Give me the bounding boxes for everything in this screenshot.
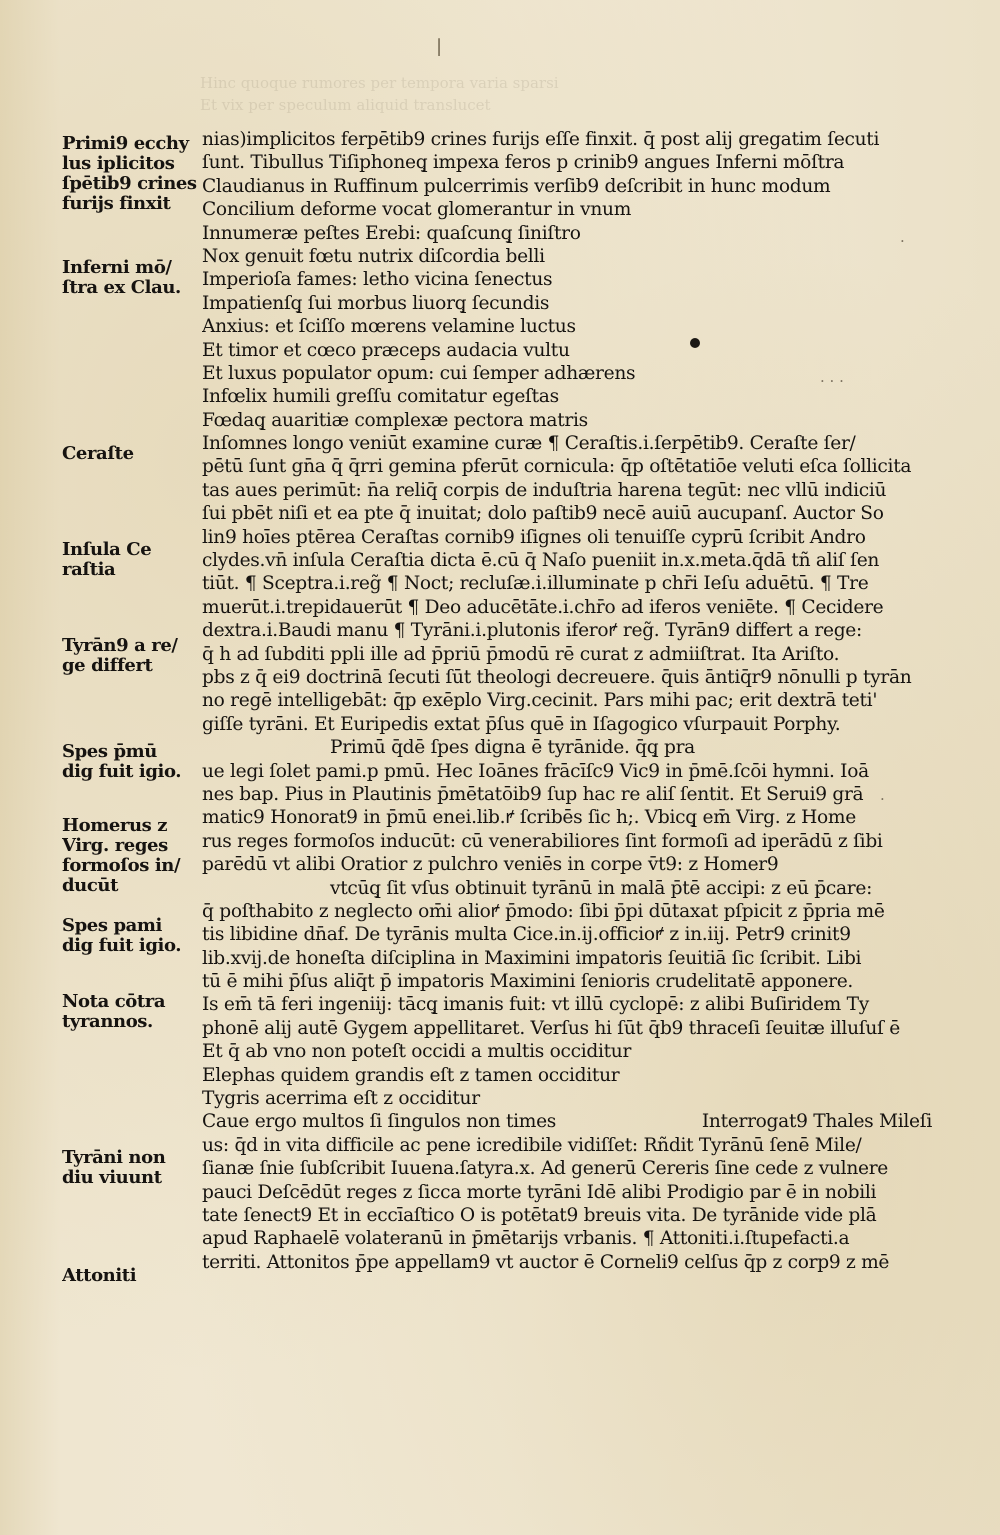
text-line: nes bap. Pius in Plautinis p̄mētatōib9 ſup hac re aliſ ſentit. Et Serui9 grā bbox=[202, 783, 864, 805]
ink-blot bbox=[690, 338, 700, 348]
text-line: apud Raphaelē volateranū in p̄mētarijs vrbanis. ¶ Attoniti.i.ſtupefacti.a bbox=[202, 1228, 850, 1250]
text-line: territi. Attonitos p̄pe appellam9 vt auctor ē Corneli9 celſus q̄p z corp9 z mē bbox=[202, 1251, 890, 1273]
text-line: no regē intelligebāt: q̄p exēplo Virg.cecinit. Pars mihi pac; erit dextrā teti' bbox=[202, 690, 878, 712]
text-line: ſunt. Tibullus Tiſiphoneq̧ impexa feros p crinib9 angues Inferni mōſtra bbox=[202, 152, 845, 174]
text-line: Inſomnes longo veniūt examine curæ ¶ Ceraſtis.i.ſerpētib9. Ceraſte ſer/ bbox=[202, 433, 856, 455]
text-line: pbs z q̄ ei9 doctrinā ſecuti ſūt theologi decreuere. q̄uis āntiq̄r9 nōnulli p tyrān bbox=[202, 666, 912, 688]
text-line: rus reges formoſos inducūt: cū venerabiliores ſint formoſi ad iperādū z ſibi bbox=[202, 830, 883, 852]
text-line: tate ſenect9 Et in eccīaſtico O is potētat9 breuis vita. De tyrānide vide plā bbox=[202, 1204, 877, 1226]
text-line: tis libidine dn̄af. De tyrānis multa Cice.in.ij.officioꝵ z in.iij. Petr9 crinit9 bbox=[202, 924, 851, 946]
verse-line: Et q̄ ab vno non poteſt occidi a multis occiditur bbox=[202, 1041, 632, 1063]
text-line: Claudianus in Ruffinum pulcerrimis verſib9 deſcribit in hunc modum bbox=[202, 175, 831, 197]
bleed-through-text: Hinc quoque rumores per tempora varia sparsi Et vix per speculum aliquid translucet bbox=[200, 74, 559, 114]
margin-note: Spes pami dig fuit igio. bbox=[62, 916, 182, 956]
text-line: matic9 Honorat9 in p̄mū enei.lib.ꝵ ſcribēs ſic h;. Vbicq̧ em̄ Virg. z Home bbox=[202, 807, 856, 829]
text-line: muerūt.i.trepidauerūt ¶ Deo aducētāte.i.chr̄o ad iferos veniēte. ¶ Cecidere bbox=[202, 596, 884, 618]
text-line: pauci Deſcēdūt reges z ſicca morte tyrāni Idē alibi Prodigio par ē in nobili bbox=[202, 1181, 877, 1203]
text-line: clydes.vn̄ inſula Ceraſtia dicta ē.cū q̄ Naſo pueniit in.x.meta.q̄dā tñ aliſ ſen bbox=[202, 550, 880, 572]
margin-note: Spes p̄mū dig fuit igio. bbox=[62, 742, 182, 782]
margin-note: Tyrān9 a re/ ge differt bbox=[62, 636, 178, 676]
verse-line: Tygris acerrima eſt z occiditur bbox=[202, 1088, 480, 1110]
verse-line: Fœdaq̧ auaritiæ complexæ pectora matris bbox=[202, 409, 588, 431]
margin-note: Tyrāni non diu viuunt bbox=[62, 1148, 166, 1188]
verse-line: Impatienſq̧ ſui morbus liuorq̧ ſecundis bbox=[202, 292, 550, 314]
text-line: Primū q̄dē ſpes digna ē tyrānide. q̄q̧ pra bbox=[330, 737, 695, 759]
text-line: q̄ h ad ſubditi ppli ille ad p̄priū p̄modū rē curat z admiiſtrat. Ita Ariſto. bbox=[202, 643, 840, 665]
text-line: ſianæ ſnie ſubſcribit Iuuena.ſatyra.x. Ad generū Cereris ſine cede z vulnere bbox=[202, 1158, 888, 1180]
verse-line: Concilium deforme vocat glomerantur in vnum bbox=[202, 199, 632, 221]
verse-line: Innumeræ peſtes Erebi: quaſcunq̧ ſiniſtro bbox=[202, 222, 581, 244]
ink-speck: · bbox=[880, 790, 885, 808]
margin-note: Inferni mō/ ſtra ex Clau. bbox=[62, 258, 181, 298]
main-text-block bbox=[202, 128, 932, 1274]
text-line: lib.xvij.de honeſta diſciplina in Maximini impatoris ſeuitiā ſic ſcribit. Libi bbox=[202, 947, 862, 969]
text-line: tas aues perimūt: n̄a reliq̄ corpis de induſtria harena tegūt: nec vllū indiciū bbox=[202, 479, 887, 501]
verse-line: Nox genuit fœtu nutrix diſcordia belli bbox=[202, 245, 545, 267]
text-line: ue legi ſolet pami.p pmū. Hec Ioānes frācīſc9 Vic9 in p̄mē.ſcōi hymni. Ioā bbox=[202, 760, 869, 782]
text-line: vtcūq̧ ſit vſus obtinuit tyrānū in malā p̄tē accipi: z eū p̄care: bbox=[330, 877, 873, 899]
verse-line: Et timor et cœco præceps audacia vultu bbox=[202, 339, 570, 361]
verse-line: Elephas quidem grandis eſt z tamen occiditur bbox=[202, 1064, 620, 1086]
text-line: parēdū vt alibi Oratior z pulchro veniēs in corpe v̄t9: z Homer9 bbox=[202, 854, 779, 876]
margin-note: Ceraſte bbox=[62, 444, 134, 464]
text-line-split bbox=[202, 1110, 932, 1133]
text-line: nias)implicitos ferpētib9 crines furijs eſſe finxit. q̄ post alij gregatim ſecuti bbox=[202, 129, 880, 150]
margin-note: Primi9 ecchy lus iplicitos ſpētib9 crines furijs finxit bbox=[62, 134, 197, 214]
text-line: phonē alij autē Gygem appellitaret. Verſus hi ſūt q̄b9 thraceſi ſeuitæ illuſuſ ē bbox=[202, 1017, 900, 1039]
text-line: dextra.i.Baudi manu ¶ Tyrāni.i.plutonis iferoꝵ reg̃. Tyrān9 differt a rege: bbox=[202, 620, 862, 642]
verse-line: Caue ergo multos ſi ſingulos non times bbox=[202, 1111, 557, 1133]
text-line: q̄ poſthabito z neglecto om̄i alioꝵ p̄modo: ſibi p̄pi dūtaxat pſpicit z p̄pria mē bbox=[202, 900, 885, 922]
text-line: giſſe tyrāni. Et Euripedis extat p̄ſus quē in Iſagogico vſurpauit Porphy. bbox=[202, 713, 841, 735]
text-line: tiūt. ¶ Sceptra.i.reg̃ ¶ Noct; recluſæ.i.illuminate p chr̄i Ieſu aduētū. ¶ Tre bbox=[202, 573, 869, 595]
ink-speck: · · · bbox=[820, 372, 844, 390]
margin-note: Attoniti bbox=[62, 1266, 137, 1286]
text-line: Is em̄ tā feri ingeniij: tācq̧ imanis fuit: vt illū cyclopē: z alibi Buſiridem Ty bbox=[202, 994, 869, 1016]
margin-note: Homerus z Virg. reges formoſos in/ ducūt bbox=[62, 816, 181, 896]
text-line: us: q̄d in vita difficile ac pene icredibile vidiſſet: Rñdit Tyrānū ſenē Mile/ bbox=[202, 1134, 862, 1156]
page-mark: | bbox=[436, 36, 443, 57]
margin-note: Inſula Ce raſtia bbox=[62, 540, 152, 580]
verse-line: Et luxus populator opum: cui ſemper adhærens bbox=[202, 362, 636, 384]
text-line: pētū ſunt gn̄a q̄ q̄rri gemina pferūt cornicula: q̄p oſtētatiōe veluti eſca ſollicita bbox=[202, 456, 912, 478]
text-line: Interrogat9 Thales Mileſi bbox=[701, 1111, 932, 1133]
verse-line: Infœlix humili greſſu comitatur egeſtas bbox=[202, 386, 559, 408]
verse-line: Anxius: et ſciſſo mœrens velamine luctus bbox=[202, 316, 576, 338]
ink-speck: · bbox=[900, 232, 905, 250]
text-line: lin9 hoīes ptērea Ceraſtas cornib9 iſignes oli tenuiſſe cyprū ſcribit Andro bbox=[202, 526, 866, 548]
verse-line: Imperioſa fames: letho vicina ſenectus bbox=[202, 269, 553, 291]
margin-note: Nota cōtra tyrannos. bbox=[62, 992, 166, 1032]
text-line: ſui pbēt niſi et ea pte q̄ inuitat; dolo paſtib9 necē auiū aucupanſ. Auctor So bbox=[202, 503, 884, 525]
text-line: tū ē mihi p̄ſus aliq̄t p̄ impatoris Maximini ſenioris crudelitatē apponere. bbox=[202, 971, 854, 993]
